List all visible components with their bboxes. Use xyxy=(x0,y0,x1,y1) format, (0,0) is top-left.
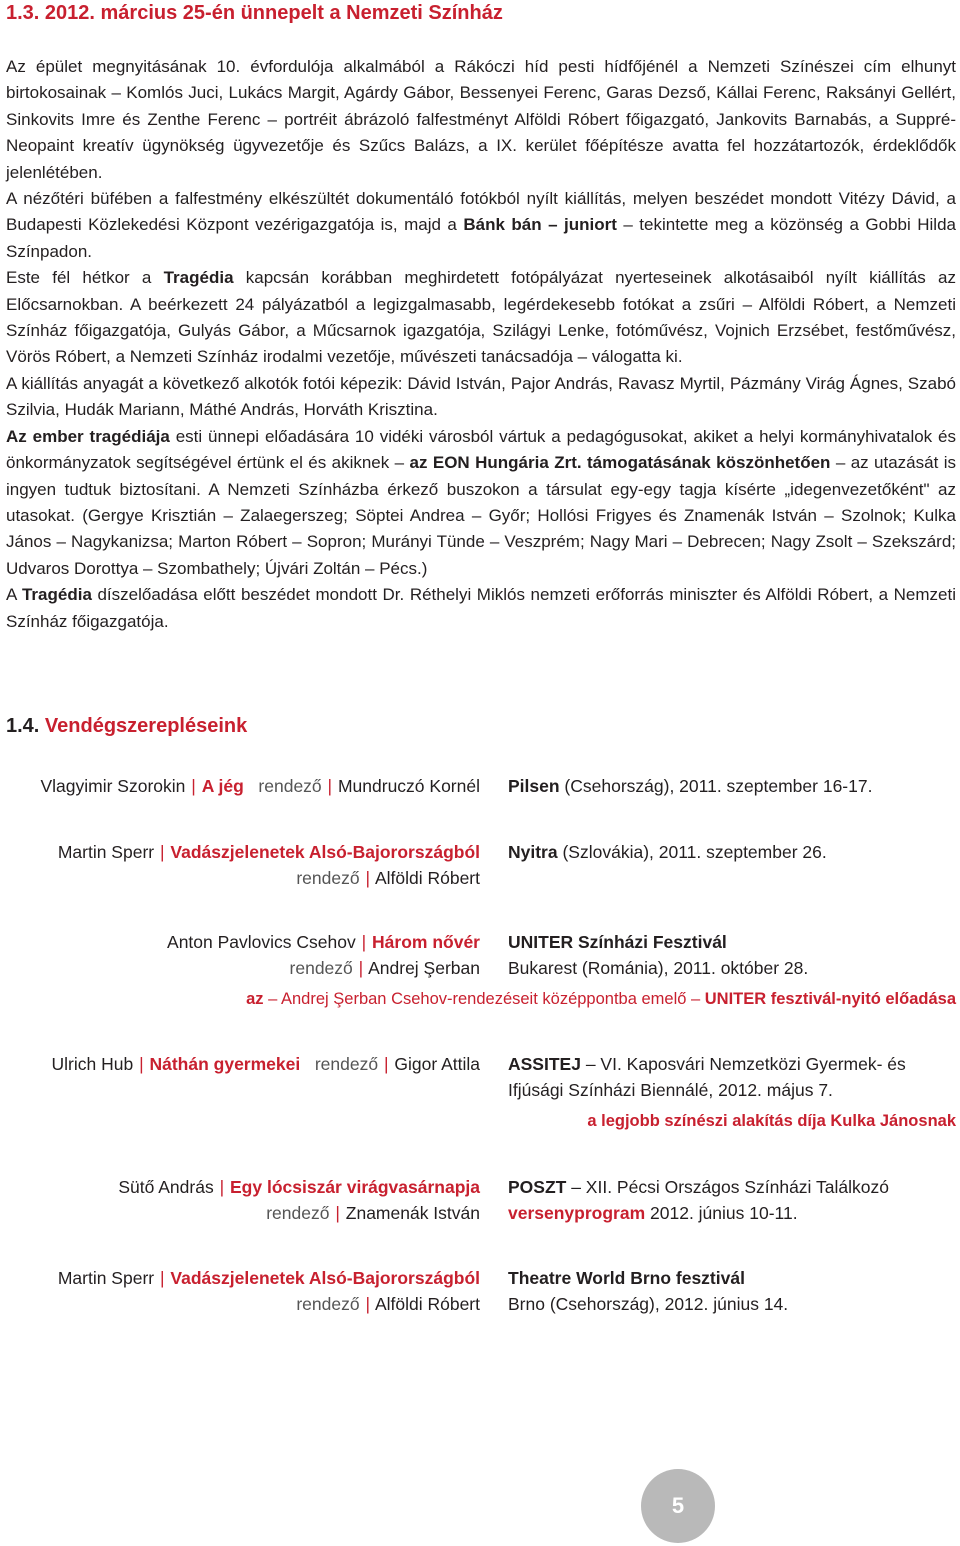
paragraph-photo-contest: Este fél hétkor a Tragédia kapcsán korábban meghirdetett fotópályázat nyerteseinek alkotásaiból nyílt kiállítás az Előcsarnokban. A beérkezett 24 pályázatból a legizgalmasabb, legérdekesebb fotókat a zsűri – Alföldi Róbert, a Nemzeti Színház főigazgatója, Gulyás Gábor, a Műcsarnok igazgatója, Szilágyi Lenke, fotóművész, Vojnich Erzsébet, festőművész, Vörös Róbert, a Nemzeti Színház irodalmi vezetője, művészeti tanácsadója – válogatta ki. xyxy=(6,268,956,367)
paragraph-mural: Az épület megnyitásának 10. évfordulója alkalmából a Rákóczi híd pesti hídfőjénél a Nemzeti Színészei cím elhunyt birtokosainak – Komlós Juci, Lukács Margit, Agárdy Gábor, Bessenyei Ferenc, Garas Dezső, Kállai Ferenc, Raksányi Gellért, Sinkovits Imre és Zenthe Ferenc – portréit ábrázoló falfestményt Alföldi Róbert főigazgató, Jankovits Barnabás, a Suppré-Neopaint kreatív ügynökség ügyvezetője és Szűcs Balázs, a IX. kerület főépítésze avatta fel hozzátartozók, érdeklődők jelenlétében. xyxy=(6,57,956,182)
tour-venue: ASSITEJ – VI. Kaposvári Nemzetközi Gyermek- és Ifjúsági Színházi Biennálé, 2012. május 7. xyxy=(508,1054,906,1100)
tour-credit: Ulrich Hub | Náthán gyermekei rendező | Gigor Attila xyxy=(51,1054,480,1074)
tour-credit: Anton Pavlovics Csehov | Három nővér rendező | Andrej Şerban xyxy=(167,932,480,978)
paragraph-photographers: A kiállítás anyagát a következő alkotók fotói képezik: Dávid István, Pajor András, Ravasz Myrtil, Pázmány Virág Ágnes, Szabó Szilvia, Hudák Mariann, Máthé András, Horváth Krisztina. xyxy=(6,373,956,420)
uniter-note: az – Andrej Şerban Csehov-rendezéseit középpontba emelő – UNITER fesztivál-nyitó előadása xyxy=(246,990,956,1008)
tour-credit: Vlagyimir Szorokin | A jég rendező | Mundruczó Kornél xyxy=(40,776,480,796)
section-heading-1-3: 1.3. 2012. március 25-én ünnepelt a Nemzeti Színház xyxy=(6,2,503,24)
tour-venue: Theatre World Brno fesztivál Brno (Csehország), 2012. június 14. xyxy=(508,1268,789,1314)
tour-credit: Sütő András | Egy lócsiszár virágvasárnapja rendező | Znamenák István xyxy=(118,1177,480,1223)
section-heading-1-4: 1.4. Vendégszerepléseink xyxy=(6,715,248,737)
paragraph-exhibition: A nézőtéri büfében a falfestmény elkészültét dokumentáló fotókból nyílt kiállítás, melyen beszédet mondott Vitézy Dávid, a Budapesti Közlekedési Központ vezérigazgatója is, majd a Bánk bán – juniort – tekintette meg a közönség a Gobbi Hilda Színpadon. xyxy=(6,189,956,261)
tour-venue: UNITER Színházi Fesztivál Bukarest (Románia), 2011. október 28. xyxy=(508,932,809,978)
paragraph-teachers: Az ember tragédiája esti ünnepi előadására 10 vidéki városból vártuk a pedagógusokat, akiket a helyi kormányhivatalok és önkormányzatok segítségével értünk el és akiknek – az EON Hungária Zrt. támogatásának köszönhetően – az utazását is ingyen tudtuk biztosítani. A Nemzeti Színházba érkező buszokon a társulat egy-egy tagja kísérte „idegenvezetőként" az utasokat. (Gergye Krisztián – Zalaegerszeg; Söptei Andrea – Győr; Hollósi Frigyes és Znamenák István – Szolnok; Kulka János – Nagykanizsa; Marton Róbert – Sopron; Murányi Tünde – Veszprém; Nagy Mari – Debrecen; Nagy Zsolt – Szekszárd; Udvaros Dorottya – Szombathely; Újvári Zoltán – Pécs.) xyxy=(6,426,956,578)
page-number: 5 xyxy=(641,1469,715,1543)
award-note: a legjobb színészi alakítás díja Kulka Jánosnak xyxy=(587,1112,956,1130)
tour-venue: Nyitra (Szlovákia), 2011. szeptember 26. xyxy=(508,842,827,862)
tour-credit: Martin Sperr | Vadászjelenetek Alsó-Bajorországból rendező | Alföldi Róbert xyxy=(57,842,480,888)
tour-venue: POSZT – XII. Pécsi Országos Színházi Találkozó versenyprogram 2012. június 10-11. xyxy=(508,1177,889,1223)
paragraph-gala: A Tragédia díszelőadása előtt beszédet mondott Dr. Réthelyi Miklós nemzeti erőforrás miniszter és Alföldi Róbert, a Nemzeti Színház főigazgatója. xyxy=(6,585,956,631)
tour-credit: Martin Sperr | Vadászjelenetek Alsó-Bajorországból rendező | Alföldi Róbert xyxy=(57,1268,480,1314)
section-1-3-body xyxy=(6,54,956,635)
tour-venue: Pilsen (Csehország), 2011. szeptember 16-17. xyxy=(508,776,873,796)
